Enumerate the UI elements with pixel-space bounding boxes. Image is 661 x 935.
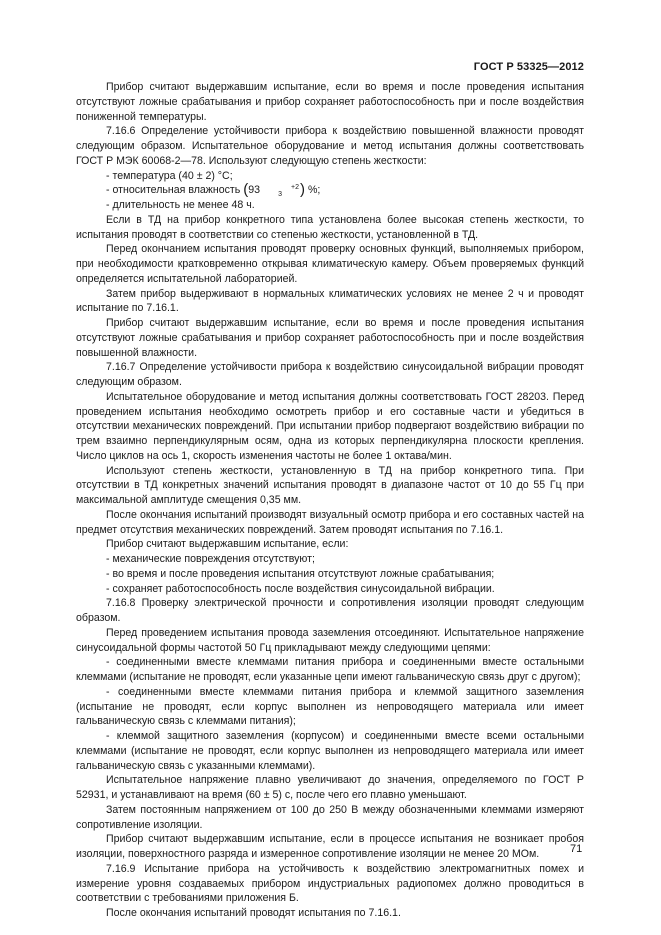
list-item: - во время и после проведения испытания отсутствуют ложные срабатывания; [106,567,495,580]
list-item: - соединенными вместе клеммами питания прибора и соединенными вместе остальными клеммами (испытание не проводят, если указанные цепи имеют гальваническую связь друг с другом); [76,656,584,684]
paragraph: Перед проведением испытания провода заземления отсоединяют. Испытательное напряжение синусоидальной формы частотой 50 Гц прикладывают между следующими цепями: [76,626,584,654]
list-item: - соединенными вместе клеммами питания прибора и клеммой защитного заземления (испытание не проводят, если корпус выполнен из непроводящего материала или имеет гальваническую связь с клеммами питания); [76,685,584,728]
list-item: - длительность не менее 48 ч. [106,199,255,212]
list-item: - клеммой защитного заземления (корпусом) и соединенными вместе всеми остальными клеммами (испытание не проводят, если корпус выполнен из непроводящего материала или имеет гальваническую связь с указанными клеммами). [76,730,584,772]
page-number: 71 [570,843,583,855]
paragraph: Прибор считают выдержавшим испытание, если во время и после проведения испытания отсутствуют ложные срабатывания и прибор сохраняет работоспособность при и после воздействия пониженной температуры. [76,81,584,123]
paragraph: Затем постоянным напряжением от 100 до 250 В между обозначенными клеммами измеряют сопротивление изоляции. [76,803,584,831]
paragraph: Прибор считают выдержавшим испытание, если в процессе испытания не возникает пробоя изоляции, поверхностного разряда и измеренное сопротивление изоляции не менее 20 МОм. [76,833,584,861]
paragraph: После окончания испытаний проводят испытания по 7.16.1. [106,907,401,920]
formula-paren-open: ( [243,181,249,199]
document-body [76,80,584,921]
paragraph: 7.16.9 Испытание прибора на устойчивость к воздействию электромагнитных помех и измерение уровня создаваемых прибором индустриальных радиопомех должно проводиться в соответствии с требованиями приложения Б. [76,862,584,905]
humidity-tolerance [261,184,299,198]
paragraph: 7.16.6 Определение устойчивости прибора к воздействию повышенной влажности проводят следующим образом. Испытательное оборудование и метод испытания должны соответствовать ГОСТ Р МЭК 60068-2—78. Используют следующую степень жесткости: [76,125,584,167]
humidity-unit: %; [307,184,321,197]
paragraph: Испытательное оборудование и метод испытания должны соответствовать ГОСТ 28203. Перед проведением испытания необходимо осмотреть прибор и его составные части и убедиться в отсутствии механических повреждений. При испытании прибор подвергают воздействию вибрации по трем взаимно перпендикулярным осям, одна из которых перпендикулярна плоскости крепления. Число циклов на ось 1, скорость изменения частоты не более 1 октава/мин. [76,390,584,462]
paragraph: 7.16.7 Определение устойчивости прибора к воздействию синусоидальной вибрации проводят следующим образом. [76,361,584,389]
list-item: - сохраняет работоспособность после воздействия синусоидальной вибрации. [106,582,495,595]
paragraph: Используют степень жесткости, установленную в ТД на прибор конкретного типа. При отсутствии в ТД конкретных значений испытания проводят в диапазоне частот от 10 до 55 Гц при максимальной амплитуде смещения 0,35 мм. [76,464,584,507]
paragraph: Прибор считают выдержавшим испытание, если: [106,538,349,551]
humidity-minus: 3 [278,190,282,198]
list-item-text: - температура (40 ± 2) °С; [106,169,233,182]
paragraph: Испытательное напряжение плавно увеличивают до значения, определяемого по ГОСТ Р 52931, и устанавливают на время (60 ± 5) с, после чего его плавно уменьшают. [76,774,584,802]
paragraph: Затем прибор выдерживают в нормальных климатических условиях не менее 2 ч и проводят испытание по 7.16.1. [76,287,584,315]
paragraph: Если в ТД на прибор конкретного типа установлена более высокая степень жесткости, то испытания проводят в соответствии со степенью жесткости, установленной в ТД. [76,213,584,241]
paragraph: После окончания испытаний производят визуальный осмотр прибора и его составных частей на предмет отсутствия механических повреждений. Затем проводят испытания по 7.16.1. [76,508,584,536]
paragraph: 7.16.8 Проверку электрической прочности и сопротивления изоляции проводят следующим образом. [76,597,584,625]
humidity-plus: +2 [291,183,300,191]
standard-header: ГОСТ Р 53325—2012 [473,61,584,73]
list-item [76,169,584,184]
list-item-text: - относительная влажность [106,184,241,197]
list-item: - механические повреждения отсутствуют; [106,553,315,566]
paragraph: Перед окончанием испытания проводят проверку основных функций, выполняемых прибором, при необходимости кратковременно открывая климатическую камеру. Объем проверяемых функций определяется испытательной лабораторией. [76,243,584,285]
paragraph: Прибор считают выдержавшим испытание, если во время и после проведения испытания отсутствуют ложные срабатывания и прибор сохраняет работоспособность при и после воздействия повышенной влажности. [76,317,584,359]
list-item [76,183,584,198]
formula-paren-close: ) [300,181,306,199]
humidity-base: 93 [248,184,261,197]
